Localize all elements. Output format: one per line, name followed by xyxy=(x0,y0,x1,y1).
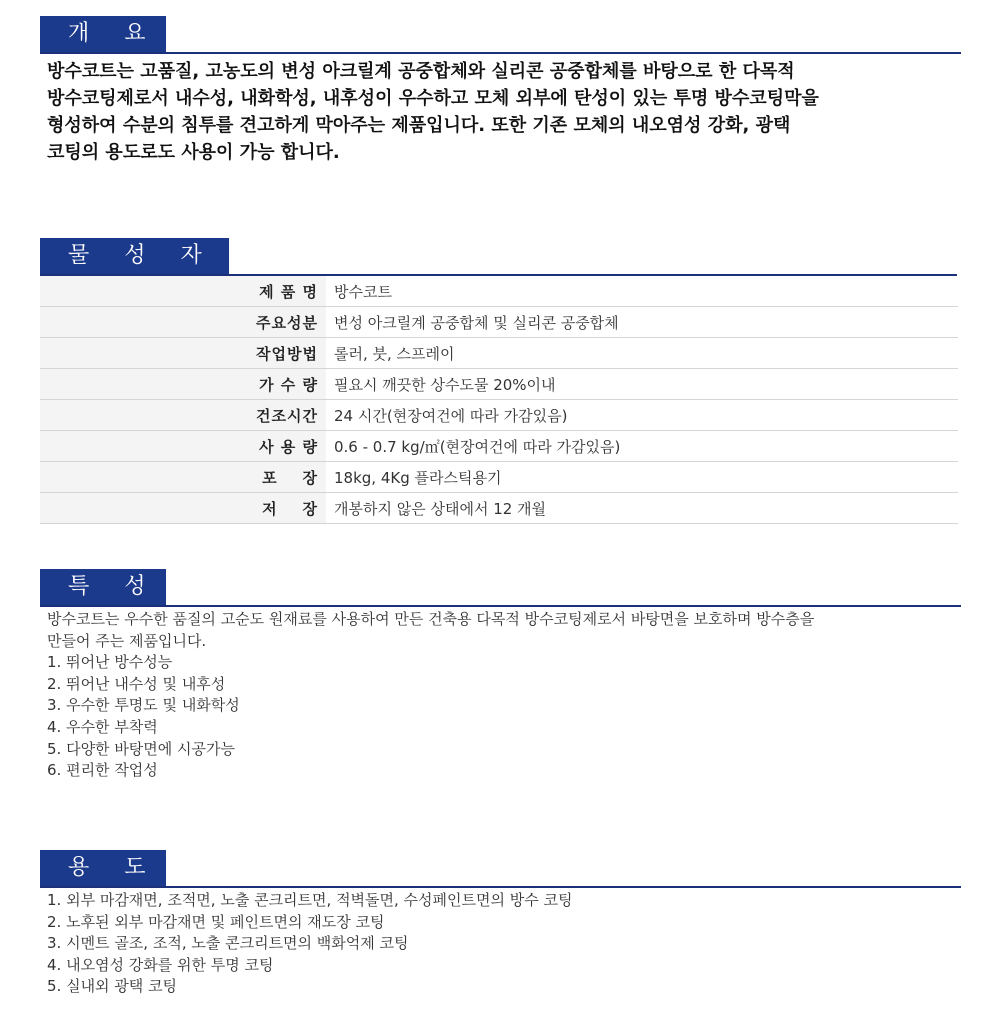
overview-line: 코팅의 용도로도 사용이 가능 합니다. xyxy=(47,142,340,163)
property-label: 주요성분 xyxy=(40,307,326,338)
table-row xyxy=(40,462,958,493)
list-item: 4. 우수한 부착력 xyxy=(47,717,158,736)
list-item: 4. 내오염성 강화를 위한 투명 코팅 xyxy=(47,955,274,974)
property-label: 사 용 량 xyxy=(40,431,326,462)
uses-heading: 용 도 xyxy=(40,850,166,886)
property-label: 포 장 xyxy=(40,462,326,493)
property-value: 18kg, 4Kg 플라스틱용기 xyxy=(326,462,958,493)
overview-line: 방수코팅제로서 내수성, 내화학성, 내후성이 우수하고 모체 외부에 탄성이 있는 투명 방수코팅막을 xyxy=(47,88,819,109)
uses-section-header xyxy=(40,850,961,888)
properties-section-header xyxy=(40,238,957,276)
overview-line: 형성하여 수분의 침투를 견고하게 막아주는 제품입니다. 또한 기존 모체의 내오염성 강화, 광택 xyxy=(47,115,791,136)
list-item: 5. 다양한 바탕면에 시공가능 xyxy=(47,739,236,758)
features-heading: 특 성 xyxy=(40,569,166,605)
property-value: 개봉하지 않은 상태에서 12 개월 xyxy=(326,493,958,524)
properties-table xyxy=(40,276,958,524)
property-label: 제 품 명 xyxy=(40,276,326,307)
property-value: 필요시 깨끗한 상수도물 20%이내 xyxy=(326,369,958,400)
table-row xyxy=(40,307,958,338)
overview-section-header xyxy=(40,16,961,54)
features-line: 만들어 주는 제품입니다. xyxy=(47,631,207,650)
overview-heading: 개 요 xyxy=(40,16,166,52)
property-label: 건조시간 xyxy=(40,400,326,431)
table-row xyxy=(40,400,958,431)
features-section-header xyxy=(40,569,961,607)
property-label: 저 장 xyxy=(40,493,326,524)
property-label: 작업방법 xyxy=(40,338,326,369)
table-row xyxy=(40,493,958,524)
property-value: 방수코트 xyxy=(326,276,958,307)
property-value: 0.6 - 0.7 kg/㎡(현장여건에 따라 가감있음) xyxy=(326,431,958,462)
uses-text xyxy=(47,890,962,998)
property-value: 변성 아크릴계 공중합체 및 실리콘 공중합체 xyxy=(326,307,958,338)
overview-line: 방수코트는 고품질, 고농도의 변성 아크릴계 공중합체와 실리콘 공중합체를 바탕으로 한 다목적 xyxy=(47,61,795,82)
list-item: 1. 뛰어난 방수성능 xyxy=(47,653,173,672)
table-row xyxy=(40,276,958,307)
table-row xyxy=(40,338,958,369)
list-item: 2. 노후된 외부 마감재면 및 페인트면의 재도장 코팅 xyxy=(47,912,385,931)
list-item: 3. 시멘트 골조, 조적, 노출 콘크리트면의 백화억제 코팅 xyxy=(47,934,409,953)
features-text xyxy=(47,609,962,782)
list-item: 3. 우수한 투명도 및 내화학성 xyxy=(47,696,240,715)
property-label: 가 수 량 xyxy=(40,369,326,400)
list-item: 5. 실내외 광택 코팅 xyxy=(47,977,178,996)
table-row xyxy=(40,369,958,400)
property-value: 24 시간(현장여건에 따라 가감있음) xyxy=(326,400,958,431)
properties-heading: 물 성 자 xyxy=(40,238,229,274)
list-item: 6. 편리한 작업성 xyxy=(47,761,158,780)
list-item: 2. 뛰어난 내수성 및 내후성 xyxy=(47,674,226,693)
overview-text xyxy=(47,58,957,166)
list-item: 1. 외부 마감재면, 조적면, 노출 콘크리트면, 적벽돌면, 수성페인트면의 방수 코팅 xyxy=(47,891,573,909)
property-value: 롤러, 붓, 스프레이 xyxy=(326,338,958,369)
table-row xyxy=(40,431,958,462)
features-line: 방수코트는 우수한 품질의 고순도 원재료를 사용하여 만든 건축용 다목적 방수코팅제로서 바탕면을 보호하며 방수층을 xyxy=(47,610,815,628)
